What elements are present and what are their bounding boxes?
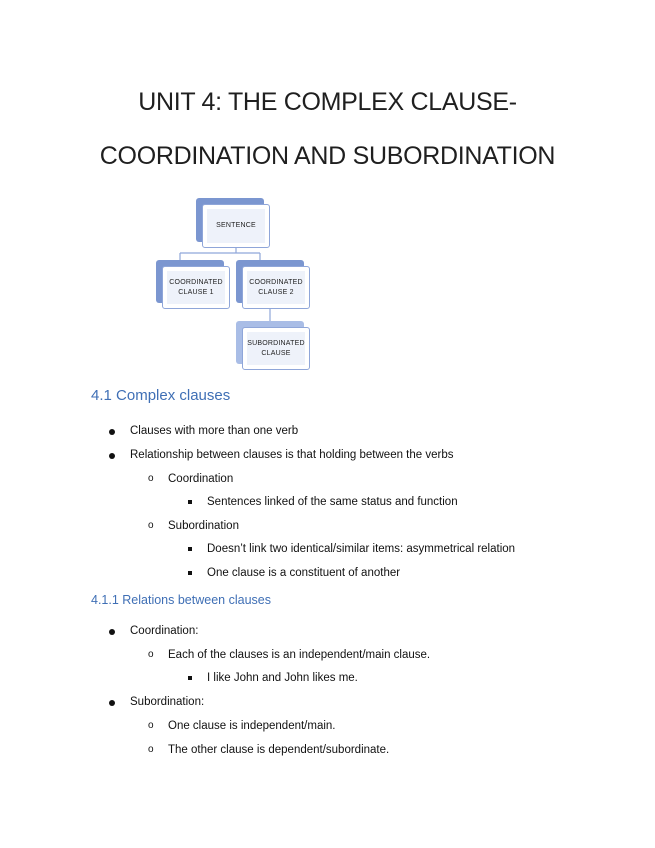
node-coordinated-clause-2-label: COORDINATED CLAUSE 2 [247, 271, 305, 304]
list-item: Subordination: [130, 696, 205, 708]
bullet-icon [109, 629, 115, 635]
square-bullet-icon [188, 500, 192, 504]
list-item: Doesn’t link two identical/similar items: asymmetrical relation [207, 543, 516, 555]
node-coordinated-clause-1 [162, 266, 230, 309]
square-bullet-icon [188, 676, 192, 680]
node-subordinated-clause-label: SUBORDINATED CLAUSE [247, 332, 305, 365]
square-bullet-icon [188, 547, 192, 551]
sub-bullet-icon: o [148, 520, 154, 531]
list-item: Coordination [168, 473, 234, 485]
list-item: Relationship between clauses is that holding between the verbs [130, 449, 454, 461]
sub-bullet-icon: o [148, 473, 154, 484]
list-item: Sentences linked of the same status and function [207, 496, 458, 508]
list-item: One clause is independent/main. [168, 720, 336, 732]
page-title-line-1: UNIT 4: THE COMPLEX CLAUSE- [138, 88, 517, 116]
list-item: Coordination: [130, 625, 199, 637]
node-sentence [202, 204, 270, 248]
node-coordinated-clause-1-label: COORDINATED CLAUSE 1 [167, 271, 225, 304]
sub-bullet-icon: o [148, 744, 154, 755]
list-item: Subordination [168, 520, 239, 532]
sub-bullet-icon: o [148, 649, 154, 660]
list-item: I like John and John likes me. [207, 672, 358, 684]
page-title-line-2: COORDINATION AND SUBORDINATION [99, 142, 556, 170]
list-item: The other clause is dependent/subordinate. [168, 744, 390, 756]
list-item: Each of the clauses is an independent/main clause. [168, 649, 431, 661]
node-subordinated-clause [242, 327, 310, 370]
bullet-icon [109, 453, 115, 459]
list-item: One clause is a constituent of another [207, 567, 401, 579]
bullet-icon [109, 700, 115, 706]
node-sentence-label: SENTENCE [207, 209, 265, 243]
square-bullet-icon [188, 571, 192, 575]
section-heading-complex-clauses: 4.1 Complex clauses [91, 387, 231, 404]
list-item: Clauses with more than one verb [130, 425, 299, 437]
sub-bullet-icon: o [148, 720, 154, 731]
bullet-icon [109, 429, 115, 435]
section-heading-relations-between-clauses: 4.1.1 Relations between clauses [91, 593, 271, 607]
node-coordinated-clause-2 [242, 266, 310, 309]
hierarchy-diagram [150, 195, 320, 375]
